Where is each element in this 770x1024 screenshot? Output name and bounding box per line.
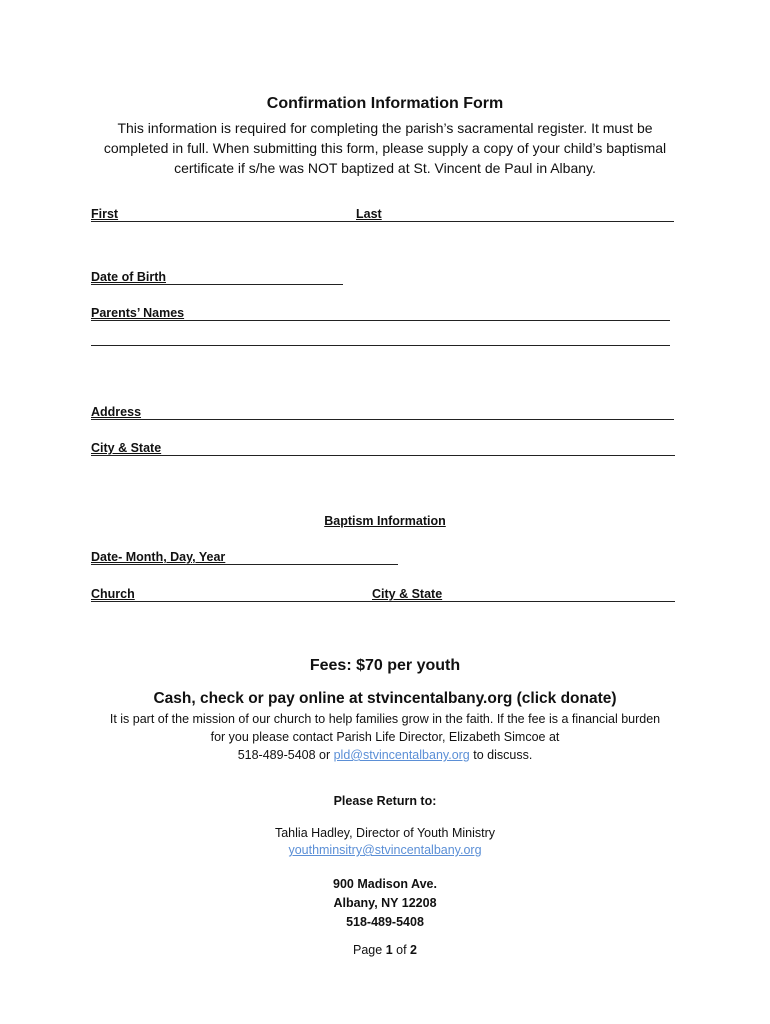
return-address xyxy=(0,875,770,932)
contact-email-link[interactable]: pld@stvincentalbany.org xyxy=(333,748,470,762)
parents-names-line[interactable] xyxy=(91,320,670,321)
intro-line-2: completed in full. When submitting this form, please supply a copy of your child’s baptismal xyxy=(103,140,667,156)
baptism-city-state-label: City & State xyxy=(372,587,443,601)
church-label: Church xyxy=(91,587,135,601)
street-address: 900 Madison Ave. xyxy=(333,877,437,891)
parents-names-line-2[interactable] xyxy=(91,345,670,346)
baptism-date-label: Date- Month, Day, Year xyxy=(91,550,226,564)
intro-text xyxy=(95,118,675,178)
youth-ministry-email-line xyxy=(0,843,770,857)
city-address: Albany, NY 12208 xyxy=(333,896,437,910)
return-heading: Please Return to: xyxy=(333,794,437,808)
payment-info: Cash, check or pay online at stvincentalbany.org (click donate) xyxy=(153,690,617,707)
last-name-label: Last xyxy=(356,207,382,221)
parents-names-label: Parents’ Names xyxy=(91,306,185,320)
mission-line-2: for you please contact Parish Life Director, Elizabeth Simcoe at xyxy=(210,730,560,744)
address-label: Address xyxy=(91,405,142,419)
city-state-label: City & State xyxy=(91,441,162,455)
contact-suffix: to discuss. xyxy=(469,748,533,762)
intro-line-1: This information is required for completing the parish’s sacramental register. It must be xyxy=(117,120,653,136)
form-title: Confirmation Information Form xyxy=(266,95,504,112)
church-line[interactable] xyxy=(91,601,675,602)
page-prefix: Page xyxy=(353,943,386,957)
fees-heading: Fees: $70 per youth xyxy=(309,657,461,674)
intro-line-3: certificate if s/he was NOT baptized at St. Vincent de Paul in Albany. xyxy=(174,160,596,176)
baptism-date-line[interactable] xyxy=(91,564,398,565)
dob-line[interactable] xyxy=(91,284,343,285)
mission-line-1: It is part of the mission of our church to help families grow in the faith. If the fee is a financial burden xyxy=(109,712,661,726)
first-name-label: First xyxy=(91,207,119,221)
page-total: 2 xyxy=(410,943,417,957)
office-phone: 518-489-5408 xyxy=(346,915,424,929)
address-line[interactable] xyxy=(91,419,674,420)
mission-text xyxy=(90,710,680,764)
page-current: 1 xyxy=(385,943,393,957)
contact-phone: 518-489-5408 or xyxy=(237,748,334,762)
city-state-line[interactable] xyxy=(91,455,675,456)
name-line[interactable] xyxy=(91,221,674,222)
baptism-heading: Baptism Information xyxy=(324,514,446,528)
page-number xyxy=(0,943,770,957)
director-name: Tahlia Hadley, Director of Youth Ministry xyxy=(274,826,495,840)
page-of: of xyxy=(392,943,411,957)
dob-label: Date of Birth xyxy=(91,270,166,284)
contact-line xyxy=(90,746,680,764)
youth-ministry-email-link[interactable]: youthminsitry@stvincentalbany.org xyxy=(288,843,482,857)
